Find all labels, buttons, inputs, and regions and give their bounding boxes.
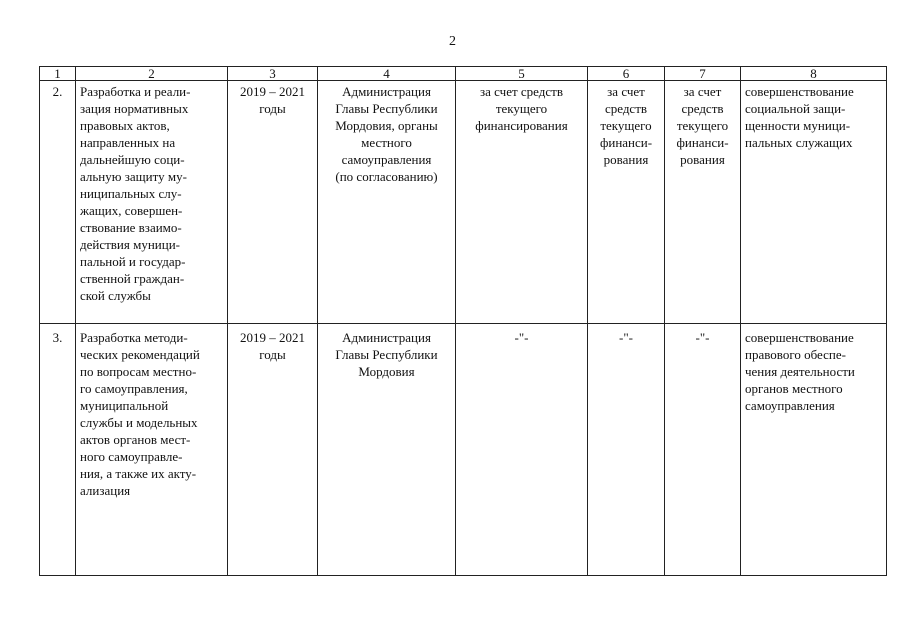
row-number bbox=[40, 324, 76, 576]
page-number: 2 bbox=[449, 34, 456, 49]
funding-cell bbox=[588, 324, 665, 576]
funding-text: -"- bbox=[514, 330, 529, 345]
header-cell: 1 bbox=[40, 67, 76, 81]
table-row bbox=[40, 81, 887, 324]
funding-text: -"- bbox=[619, 330, 633, 345]
funding-cell bbox=[456, 324, 588, 576]
executor-cell bbox=[318, 81, 456, 324]
funding-cell bbox=[588, 81, 665, 324]
result-text: совершенствование социальной защи- щенности муници- пальных служащих bbox=[745, 84, 854, 150]
action-text: Разработка методи- ческих рекомендаций по вопросам местно- го самоуправления, муниципальной службы и модельных актов органов мест- ного самоуправле- ния, а также их акту- ализация bbox=[80, 330, 200, 498]
plan-table bbox=[39, 66, 887, 576]
action-text: Разработка и реали- зация нормативных правовых актов, направленных на дальнейшую соци- альную защиту му- ниципальных слу- жащих, совершен- ствование взаимо- действия муници- пальной и государ- ственной граждан- ской службы bbox=[80, 84, 191, 303]
header-cell: 7 bbox=[665, 67, 741, 81]
funding-text: -"- bbox=[695, 330, 710, 345]
funding-cell bbox=[456, 81, 588, 324]
period-text: 2019 – 2021 годы bbox=[240, 84, 305, 116]
result-text: совершенствование правового обеспе- чения деятельности органов местного самоуправления bbox=[745, 330, 855, 413]
funding-text: за счет средств текущего финанси- рования bbox=[676, 84, 729, 167]
funding-text: за счет средств текущего финанси- рования bbox=[599, 84, 653, 167]
table-row bbox=[40, 324, 887, 576]
header-row bbox=[40, 67, 887, 81]
header-cell: 3 bbox=[228, 67, 318, 81]
header-cell: 6 bbox=[588, 67, 665, 81]
period-text: 2019 – 2021 годы bbox=[240, 330, 305, 362]
header-cell: 5 bbox=[456, 67, 588, 81]
header-cell: 4 bbox=[318, 67, 456, 81]
executor-text: Администрация Главы Республики Мордовия, органы местного самоуправления (по согласованию) bbox=[335, 84, 438, 184]
row-number-text: 3. bbox=[52, 330, 63, 345]
result-cell bbox=[741, 81, 887, 324]
action-cell bbox=[76, 81, 228, 324]
period-cell bbox=[228, 81, 318, 324]
row-number-text: 2. bbox=[52, 84, 63, 99]
funding-text: за счет средств текущего финансирования bbox=[475, 84, 568, 133]
result-cell bbox=[741, 324, 887, 576]
funding-cell bbox=[665, 324, 741, 576]
funding-cell bbox=[665, 81, 741, 324]
header-cell: 8 bbox=[741, 67, 887, 81]
executor-text: Администрация Главы Республики Мордовия bbox=[335, 330, 438, 379]
executor-cell bbox=[318, 324, 456, 576]
period-cell bbox=[228, 324, 318, 576]
row-number bbox=[40, 81, 76, 324]
action-cell bbox=[76, 324, 228, 576]
header-cell: 2 bbox=[76, 67, 228, 81]
